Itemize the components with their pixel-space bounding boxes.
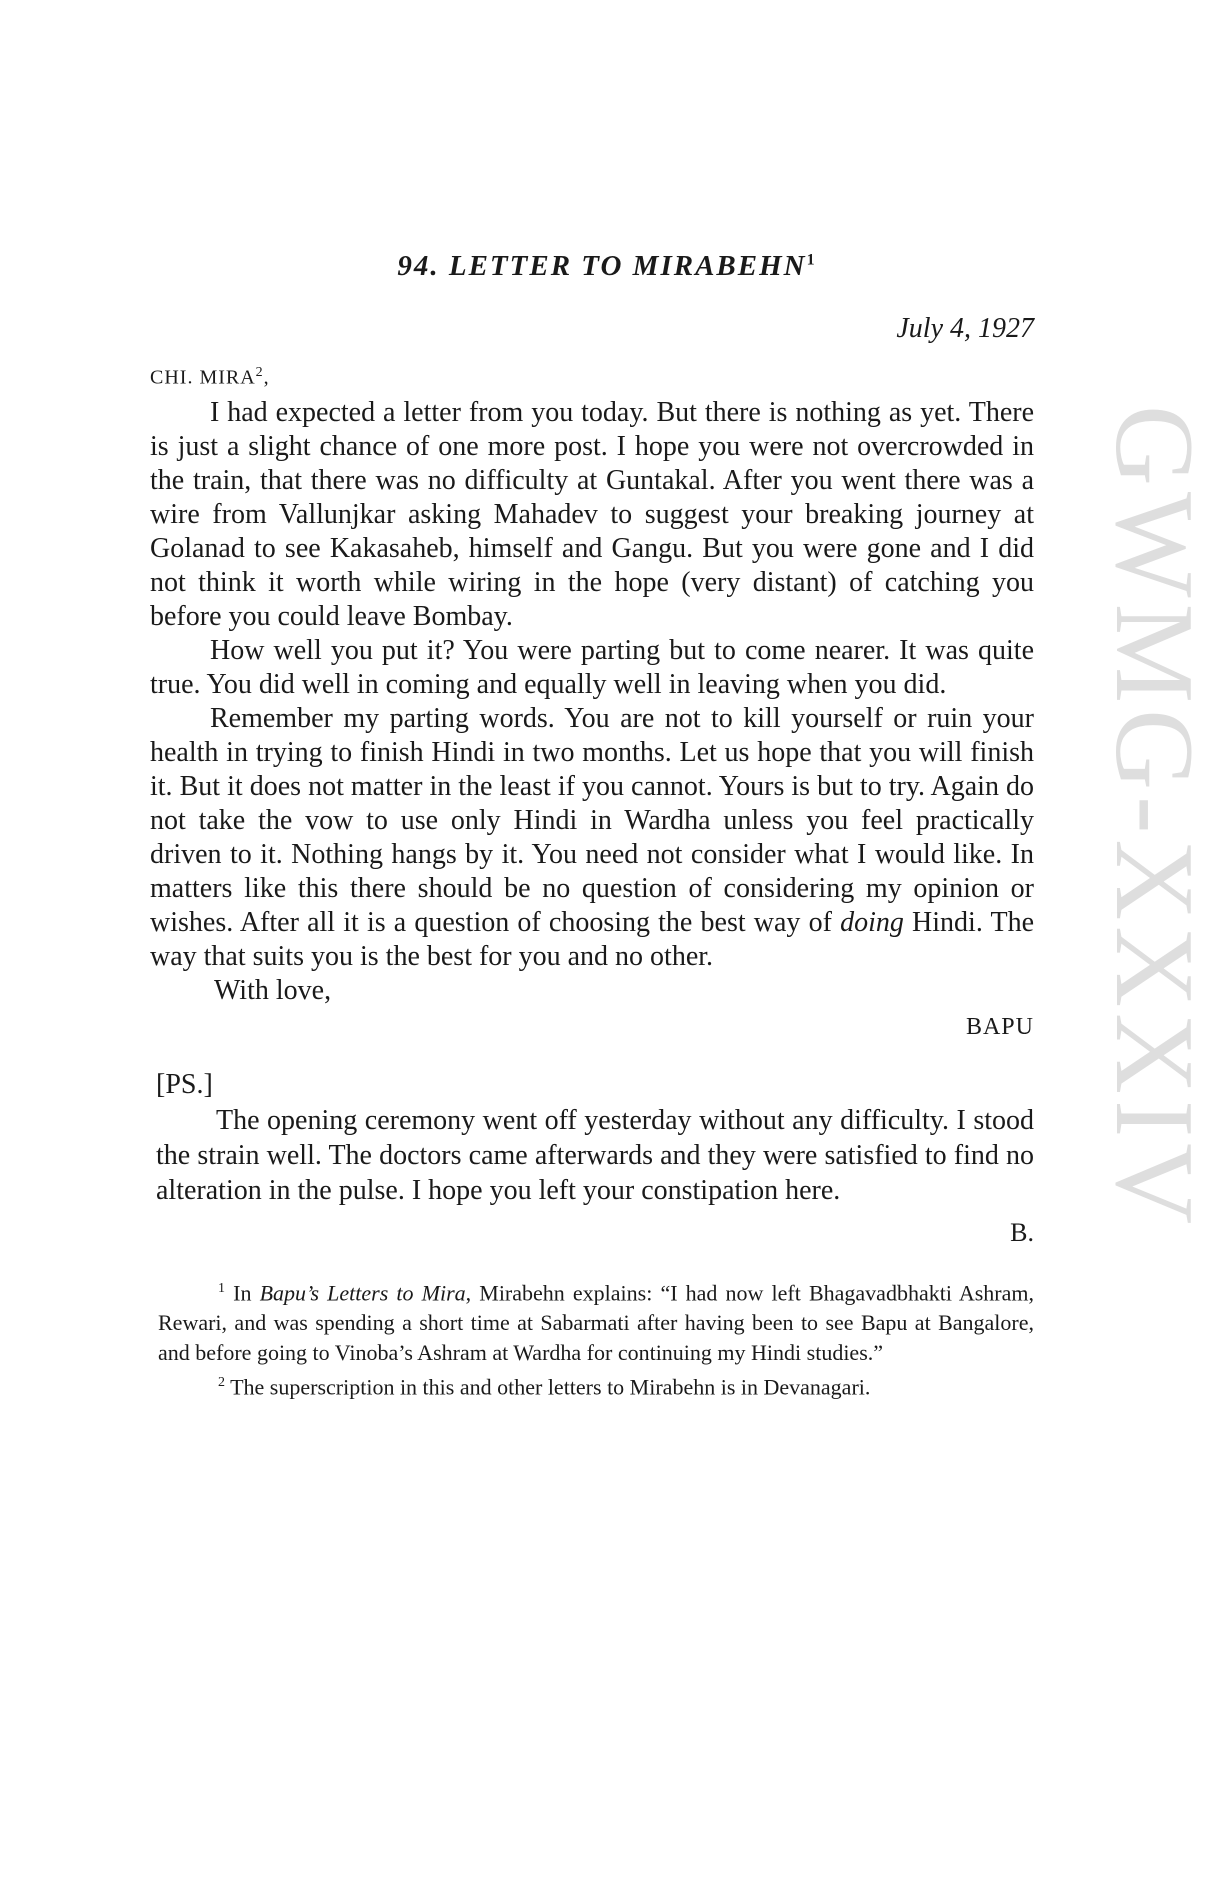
paragraph-3-text-a: Remember my parting words. You are not to kill yourself or ruin your health in trying to finish Hindi in two months. Let us hope that you will finish it. But it does not matter in the least if you cannot. Yours is but to try. Again do not take the vow to use only Hindi in Wardha unless you feel practically driven to it. Nothing hangs by it. You need not consider what I would like. In matters like this there should be no question of considering my opinion or wishes. After all it is a question of choosing the best way of xyxy=(150,702,1034,938)
footnote-2-ref: 2 xyxy=(218,1374,225,1390)
letter-date: July 4, 1927 xyxy=(896,313,1034,344)
letter-body xyxy=(150,396,1034,974)
footnotes xyxy=(150,1274,1034,1403)
letter-title xyxy=(150,250,1034,283)
footnote-1-text-a: In xyxy=(225,1279,260,1305)
body-paragraph-1: I had expected a letter from you today. But there is nothing as yet. There is just a slight chance of one more post. I hope you were not overcrowded in the train, that there was no difficulty at Guntakal. After you went there was a wire from Vallunjkar asking Mahadev to suggest your breaking journey at Golanad to see Kakasaheb, himself and Gangu. But you were gone and I did not think it worth while wiring in the hope (very distant) of catching you before you could leave Bombay. xyxy=(150,396,1034,632)
footnote-2-text: The superscription in this and other letters to Mirabehn is in Devanagari. xyxy=(225,1374,871,1400)
signature: BAPU xyxy=(965,1013,1034,1040)
body-paragraph-3 xyxy=(150,702,1034,974)
title-footnote-ref: 1 xyxy=(806,251,817,269)
postscript-label: [PS.] xyxy=(156,1068,213,1100)
footnote-1-text-b: , Mirabehn explains: “I had now left Bhagavadbhakti Ashram, Rewari, and was spending a short time at Sabarmati after having been to see Bapu at Bangalore, and before going to Vinoba’s Ashram at Wardha for continuing my Hindi studies.” xyxy=(158,1279,1034,1365)
postscript-text: The opening ceremony went off yesterday without any difficulty. I stood the strain well. The doctors came afterwards and they were satisfied to find no alteration in the pulse. I hope you left your constipation here. xyxy=(156,1104,1034,1206)
salutation-tail: , xyxy=(263,366,270,389)
paragraph-3-text-b: Hindi. The way that suits you is the best for you and no other. xyxy=(150,906,1035,972)
closing-line: With love, xyxy=(214,974,332,1006)
body-paragraph-2: How well you put it? You were parting but to come nearer. It was quite true. You did well in coming and equally well in leaving when you did. xyxy=(150,634,1034,700)
footnote-1-ref: 1 xyxy=(218,1280,225,1296)
paragraph-3-italic: doing xyxy=(840,906,904,938)
document-page xyxy=(150,250,1034,1402)
postscript-initial: B. xyxy=(1010,1217,1034,1247)
salutation-text: CHI. MIRA xyxy=(150,366,256,389)
watermark-text: GWMG-XXXIV xyxy=(1092,405,1216,1231)
footnote-1 xyxy=(158,1274,1034,1368)
footnote-2 xyxy=(158,1368,1034,1402)
letter-title-text: 94. LETTER TO MIRABEHN xyxy=(397,250,807,282)
footnote-1-italic: Bapu’s Letters to Mira xyxy=(259,1279,466,1305)
salutation xyxy=(150,365,1034,390)
salutation-footnote-ref: 2 xyxy=(255,365,264,380)
